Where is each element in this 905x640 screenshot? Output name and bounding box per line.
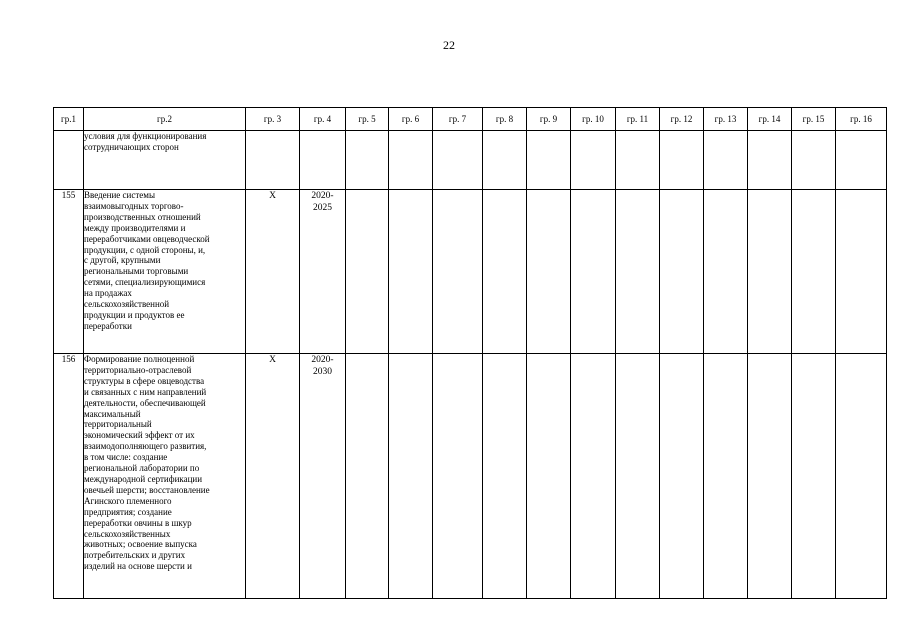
table-header-row	[54, 108, 887, 131]
empty-cell	[792, 131, 836, 190]
description-line: овечьей шерсти; восстановление	[84, 484, 210, 495]
description-line: в том числе: создание	[84, 452, 168, 463]
empty-cell	[792, 190, 836, 354]
empty-cell	[571, 131, 616, 190]
col3-value: Х	[269, 191, 276, 201]
period-line: 2030	[313, 367, 332, 377]
description-line: продукции и продуктов ее	[84, 309, 185, 320]
col3-value: Х	[269, 355, 276, 365]
description-line: сотрудничающих сторон	[84, 141, 179, 152]
col4-cell	[300, 190, 346, 354]
column-header: гр. 15	[792, 108, 836, 131]
period-line: 2020-	[311, 355, 334, 365]
column-header: гр. 10	[571, 108, 616, 131]
empty-cell	[616, 354, 660, 599]
empty-cell	[433, 131, 483, 190]
description-line: между производителями и	[84, 222, 186, 233]
empty-cell	[704, 131, 748, 190]
period-line: 2020-	[311, 191, 334, 201]
description-line: экономический эффект от их	[84, 430, 195, 441]
column-header: гр.2	[84, 108, 246, 131]
empty-cell	[483, 190, 527, 354]
table-row	[54, 131, 887, 190]
column-header: гр. 14	[748, 108, 792, 131]
description-line: производственных отношений	[84, 211, 201, 222]
description-line: потребительских и других	[84, 550, 186, 561]
column-header: гр. 3	[246, 108, 300, 131]
description-line: международной сертификации	[84, 473, 203, 484]
empty-cell	[483, 354, 527, 599]
empty-cell	[616, 131, 660, 190]
empty-cell	[527, 190, 571, 354]
col4-cell	[300, 354, 346, 599]
empty-cell	[792, 354, 836, 599]
col3-cell	[246, 190, 300, 354]
description-line: Введение системы	[84, 190, 156, 200]
empty-cell	[748, 190, 792, 354]
description-line: переработки	[84, 320, 132, 331]
empty-cell	[389, 354, 433, 599]
measures-table	[53, 107, 887, 599]
description-line: взаимодополняющего развития,	[84, 441, 207, 452]
description-line: структуры в сфере овцеводства	[84, 375, 205, 386]
column-header: гр. 11	[616, 108, 660, 131]
row-number-cell	[54, 131, 84, 190]
row-number: 155	[61, 190, 76, 200]
description-line: сельскохозяйственных	[84, 528, 171, 539]
empty-cell	[660, 354, 704, 599]
description-line: сетями, специализирующимися	[84, 277, 206, 288]
empty-cell	[346, 131, 389, 190]
empty-cell	[433, 190, 483, 354]
empty-cell	[389, 131, 433, 190]
empty-cell	[346, 190, 389, 354]
description-line: с другой, крупными	[84, 255, 161, 266]
column-header: гр.1	[54, 108, 84, 131]
column-header: гр. 5	[346, 108, 389, 131]
description-line: территориальный	[84, 419, 152, 430]
empty-cell	[836, 190, 887, 354]
row-number-cell	[54, 354, 84, 599]
empty-cell	[748, 131, 792, 190]
empty-cell	[346, 354, 389, 599]
empty-cell	[433, 354, 483, 599]
empty-cell	[660, 190, 704, 354]
empty-cell	[836, 354, 887, 599]
column-header: гр. 16	[836, 108, 887, 131]
description-line: переработчиками овцеводческой	[84, 233, 210, 244]
description-cell	[84, 190, 246, 354]
description-line: Формирование полноценной	[84, 354, 195, 364]
col4-cell	[300, 131, 346, 190]
description-line: животных; освоение выпуска	[84, 539, 197, 550]
description-line: условия для функционирования	[84, 131, 207, 141]
column-header: гр. 7	[433, 108, 483, 131]
empty-cell	[527, 354, 571, 599]
description-line: деятельности, обеспечивающей	[84, 397, 206, 408]
col3-cell	[246, 131, 300, 190]
description-line: предприятия; создание	[84, 506, 172, 517]
description-line: изделий на основе шерсти и	[84, 561, 192, 572]
column-header: гр. 8	[483, 108, 527, 131]
description-cell	[84, 354, 246, 599]
page-number: 22	[443, 38, 455, 52]
row-number: 156	[61, 354, 76, 364]
description-line: территориально-отраслевой	[84, 364, 192, 375]
column-header: гр. 6	[389, 108, 433, 131]
description-line: на продажах	[84, 288, 132, 299]
col3-cell	[246, 354, 300, 599]
description-line: и связанных с ним направлений	[84, 386, 207, 397]
description-line: максимальный	[84, 408, 141, 419]
empty-cell	[527, 131, 571, 190]
column-header: гр. 9	[527, 108, 571, 131]
column-header: гр. 4	[300, 108, 346, 131]
row-number-cell	[54, 190, 84, 354]
table-row	[54, 190, 887, 354]
empty-cell	[483, 131, 527, 190]
empty-cell	[616, 190, 660, 354]
description-line: Агинского племенного	[84, 495, 172, 506]
table-row	[54, 354, 887, 599]
column-header: гр. 13	[704, 108, 748, 131]
period-line: 2025	[313, 203, 332, 213]
empty-cell	[748, 354, 792, 599]
description-cell	[84, 131, 246, 190]
description-line: взаимовыгодных торгово-	[84, 200, 184, 211]
description-line: продукции, с одной стороны, и,	[84, 244, 206, 255]
column-header: гр. 12	[660, 108, 704, 131]
description-line: региональными торговыми	[84, 266, 189, 277]
empty-cell	[571, 190, 616, 354]
empty-cell	[660, 131, 704, 190]
empty-cell	[704, 354, 748, 599]
description-line: переработки овчины в шкур	[84, 517, 192, 528]
empty-cell	[571, 354, 616, 599]
empty-cell	[836, 131, 887, 190]
row-number	[54, 131, 83, 132]
description-line: сельскохозяйственной	[84, 299, 170, 310]
empty-cell	[389, 190, 433, 354]
description-line: региональной лаборатории по	[84, 463, 200, 474]
empty-cell	[704, 190, 748, 354]
